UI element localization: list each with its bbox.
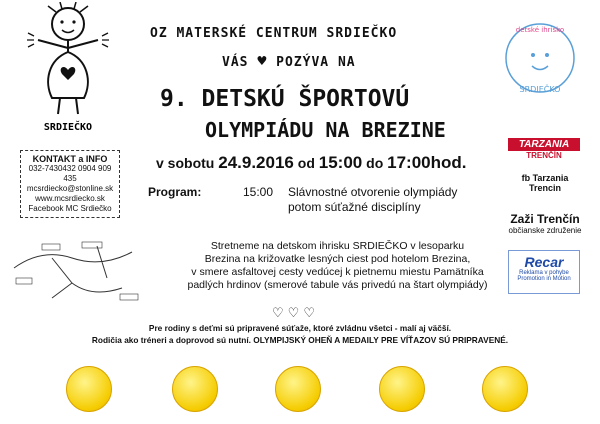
date-prefix: v sobotu <box>156 155 215 171</box>
tarzania-city: TRENČÍN <box>526 151 562 160</box>
contact-phones: 032-7430432 0904 909 435 <box>28 164 112 183</box>
contact-web[interactable]: www.mcsrdiecko.sk <box>35 194 105 203</box>
program-line-1: Slávnostné otvorenie olympiády <box>288 185 458 199</box>
recar-name: Recar <box>524 254 564 270</box>
medal-icon <box>482 366 528 412</box>
heart-icon: ♥ <box>257 52 268 70</box>
program-label: Program: <box>148 185 202 199</box>
date-end: 17:00hod. <box>387 153 467 172</box>
recar-tagline-2: Promotion in Motion <box>517 276 571 282</box>
event-date <box>156 153 467 173</box>
date-start: 15:00 <box>318 153 363 172</box>
zazi-title: Zaži Trenčín <box>510 212 580 226</box>
bottom-line-2: Rodičia ako tréneri a doprovod sú nutní. OLYMPIJSKÝ OHEŇ A MEDAILY PRE VÍŤAZOV SÚ PRIPRAVENÉ. <box>91 335 509 345</box>
ihrisko-logo <box>500 10 580 110</box>
hearts-decoration <box>272 305 319 321</box>
header-line-2 <box>222 52 356 70</box>
medal-icon <box>172 366 218 412</box>
info-line-2: Brezina na križovatke lesných ciest pod hotelom Brezina, <box>204 253 471 265</box>
contact-facebook: Facebook MC Srdiečko <box>28 204 112 213</box>
medal-icon <box>66 366 112 412</box>
info-line-1: Stretneme na detskom ihrisku SRDIEČKO v lesoparku <box>210 240 465 252</box>
heart-icon: ♡ <box>272 305 288 320</box>
zazi-subtitle: občianske združenie <box>508 226 582 235</box>
date-to: do <box>366 155 384 171</box>
tarzania-name: TARZANIA <box>508 138 580 151</box>
program-time: 15:00 <box>243 185 274 199</box>
tarzania-fb: fb Tarzania Trencin <box>521 173 569 193</box>
bottom-line-1: Pre rodiny s deťmi sú pripravené súťaže, ktoré zvládnu všetci - malí aj väčší. <box>148 323 452 333</box>
recar-tagline-1: Reklama v pohybe <box>519 270 569 276</box>
ihrisko-bottom-text: SRDIEČKO <box>519 85 561 94</box>
program-description <box>288 185 457 215</box>
medal-icon <box>379 366 425 412</box>
contact-box <box>20 150 120 218</box>
title-line-2: OLYMPIÁDU NA BREZINE <box>205 118 446 142</box>
date-day: 24.9.2016 <box>218 153 294 172</box>
recar-logo <box>508 250 580 294</box>
heart-icon: ♡ <box>287 305 304 320</box>
tarzania-logo <box>508 138 580 160</box>
medal-icon <box>275 366 321 412</box>
title-line-1: 9. DETSKÚ ŠPORTOVÚ <box>160 86 410 112</box>
bottom-note <box>20 322 580 346</box>
date-from: od <box>297 155 315 171</box>
program-line-2: potom súťažné disciplíny <box>288 200 421 214</box>
header-line-1: OZ MATERSKÉ CENTRUM SRDIEČKO <box>150 26 398 41</box>
contact-email[interactable]: mcsrdiecko@stonline.sk <box>26 184 114 193</box>
info-line-3: v smere asfaltovej cesty vedúcej k pietnemu miestu Pamätníka <box>191 266 484 278</box>
info-line-4: padlých hrdinov (smerové tabule vás privedú na štart olympiády) <box>187 279 488 291</box>
header-pozyva: POZÝVA NA <box>276 55 356 70</box>
heart-icon: ♡ <box>303 305 319 320</box>
header-vas: VÁS <box>222 55 249 70</box>
location-info <box>150 240 525 292</box>
logo-name: SRDIEČKO <box>43 122 93 133</box>
ihrisko-top-text: detské ihrisko <box>515 26 565 34</box>
contact-heading: KONTAKT a INFO <box>32 154 108 164</box>
location-map <box>12 238 152 308</box>
zazi-trencin-logo <box>505 212 585 235</box>
srdiecko-logo <box>18 2 118 142</box>
